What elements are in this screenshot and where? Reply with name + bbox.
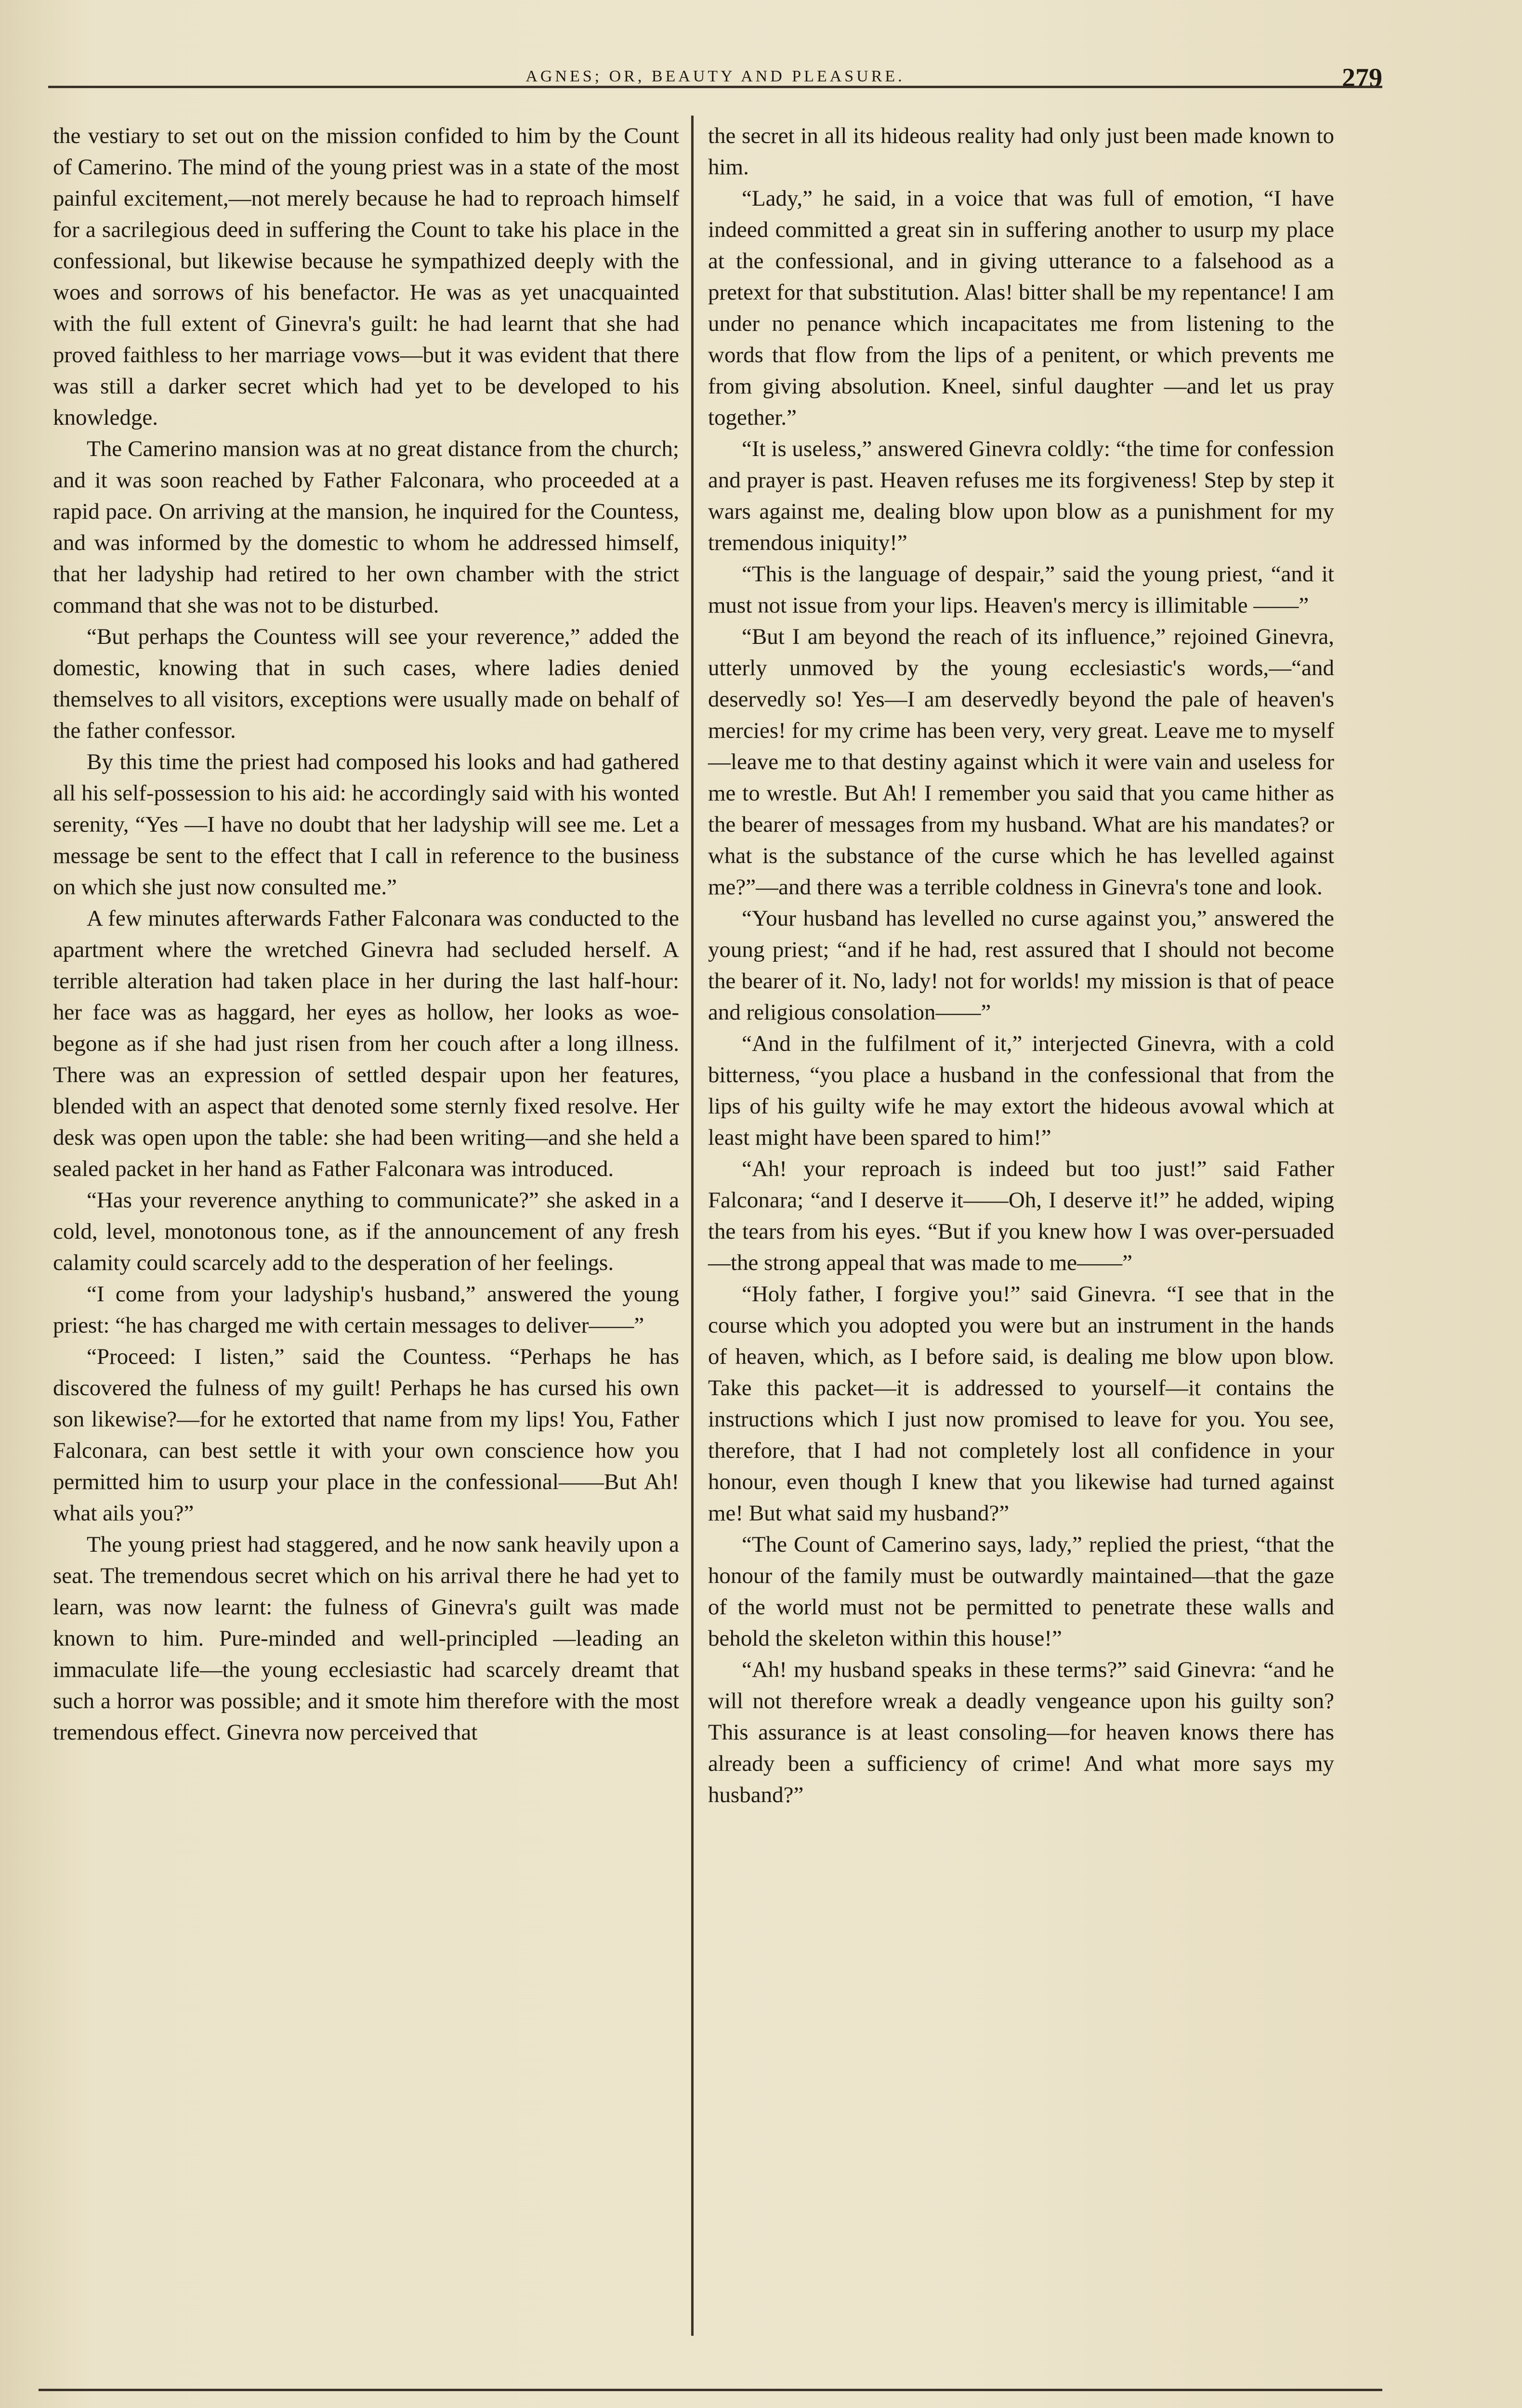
running-title: AGNES; OR, BEAUTY AND PLEASURE. [525, 67, 905, 85]
paragraph: “This is the language of despair,” said the young priest, “and it must not issue from your lips. Heaven's mercy is illimitable ——” [708, 562, 1334, 618]
paragraph: “The Count of Camerino says, lady,” replied the priest, “that the honour of the family must be outwardly maintained—that the gaze of the world must not be permitted to penetrate these walls and behold the skeleton within this house!” [708, 1532, 1334, 1651]
paragraph: “Ah! your reproach is indeed but too just!” said Father Falconara; “and I deserve it——Oh, I deserve it!” he added, wiping the tears from his eyes. “But if you knew how I was over-persuaded—the strong appeal that was made to me——” [708, 1156, 1334, 1275]
header-rule [48, 86, 1382, 88]
paragraph: “Proceed: I listen,” said the Countess. “Perhaps he has discovered the fulness of my guilt! Perhaps he has cursed his own son likewise?—for he extorted that name from my lips! You, Father Falconara, can best settle it with your own conscience how you permitted him to usurp your place in the confessional——But Ah! what ails you?” [53, 1344, 679, 1526]
paragraph: “But I am beyond the reach of its influence,” rejoined Ginevra, utterly unmoved by the young ecclesiastic's words,—“and deservedly so! Yes—I am deservedly beyond the pale of heaven's mercies! for my crime has been very, very great. Leave me to myself—leave me to that destiny against which it were vain and useless for me to wrestle. But Ah! I remember you said that you came hither as the bearer of messages from my husband. What are his mandates? or what is the substance of the curse which he has levelled against me?”—and there was a terrible coldness in Ginevra's tone and look. [708, 624, 1334, 900]
paragraph: “But perhaps the Countess will see your reverence,” added the domestic, knowing that in such cases, where ladies denied themselves to all visitors, exceptions were usually made on behalf of the father confessor. [53, 624, 679, 743]
paragraph: “Your husband has levelled no curse against you,” answered the young priest; “and if he had, rest assured that I should not become the bearer of it. No, lady! not for worlds! my mission is that of peace and religious consolation——” [708, 906, 1334, 1025]
paragraph: “And in the fulfilment of it,” interjected Ginevra, with a cold bitterness, “you place a husband in the confessional that from the lips of his guilty wife he may extort the hideous avowal which at least might have been spared to him!” [708, 1031, 1334, 1150]
paragraph: the secret in all its hideous reality had only just been made known to him. [708, 123, 1334, 180]
column-divider [691, 116, 694, 2336]
paragraph: “Has your reverence anything to communicate?” she asked in a cold, level, monotonous tone, as if the announcement of any fresh calamity could scarcely add to the desperation of her feelings. [53, 1188, 679, 1275]
paragraph: “Holy father, I forgive you!” said Ginevra. “I see that in the course which you adopted you were but an instrument in the hands of heaven, which, as I before said, is dealing me blow upon blow. Take this packet—it is addressed to yourself—it contains the instructions which I just now promised to leave for you. You see, therefore, that I had not completely lost all confidence in your honour, even though I knew that you likewise had turned against me! But what said my husband?” [708, 1282, 1334, 1526]
paragraph: “Lady,” he said, in a voice that was full of emotion, “I have indeed committed a great sin in suffering another to usurp my place at the confessional, and in giving utterance to a falsehood as a pretext for that substitution. Alas! bitter shall be my repentance! I am under no penance which incapacitates me from listening to the words that flow from the lips of a penitent, or which prevents me from giving absolution. Kneel, sinful daughter —and let us pray together.” [708, 186, 1334, 430]
right-column [708, 120, 1334, 1811]
paragraph: A few minutes afterwards Father Falconara was conducted to the apartment where the wretched Ginevra had secluded herself. A terrible alteration had taken place in her during the last half-hour: her face was as haggard, her eyes as hollow, her looks as woe-begone as if she had just risen from her couch after a long illness. There was an expression of settled despair upon her features, blended with an aspect that denoted some sternly fixed resolve. Her desk was open upon the table: she had been writing—and she held a sealed packet in her hand as Father Falconara was introduced. [53, 906, 679, 1181]
paragraph: By this time the priest had composed his looks and had gathered all his self-possession to his aid: he accordingly said with his wonted serenity, “Yes —I have no doubt that her ladyship will see me. Let a message be sent to the effect that I call in reference to the business on which she just now consulted me.” [53, 749, 679, 900]
paragraph: “I come from your ladyship's husband,” answered the young priest: “he has charged me with certain messages to deliver——” [53, 1282, 679, 1338]
paragraph: “It is useless,” answered Ginevra coldly: “the time for confession and prayer is past. Heaven refuses me its forgiveness! Step by step it wars against me, dealing blow upon blow as a punishment for my tremendous iniquity!” [708, 436, 1334, 555]
page-number: 279 [1342, 63, 1382, 93]
left-column [53, 120, 679, 1748]
paragraph: “Ah! my husband speaks in these terms?” said Ginevra: “and he will not therefore wreak a deadly vengeance upon his guilty son? This assurance is at least consoling—for heaven knows there has already been a sufficiency of crime! And what more says my husband?” [708, 1657, 1334, 1807]
paragraph: The Camerino mansion was at no great distance from the church; and it was soon reached by Father Falconara, who proceeded at a rapid pace. On arriving at the mansion, he inquired for the Countess, and was informed by the domestic to whom he addressed himself, that her ladyship had retired to her own chamber with the strict command that she was not to be disturbed. [53, 436, 679, 618]
footer-rule [39, 2389, 1382, 2391]
paragraph: The young priest had staggered, and he now sank heavily upon a seat. The tremendous secret which on his arrival there he had yet to learn, was now learnt: the fulness of Ginevra's guilt was made known to him. Pure-minded and well-principled —leading an immaculate life—the young ecclesiastic had scarcely dreamt that such a horror was possible; and it smote him therefore with the most tremendous effect. Ginevra now perceived that [53, 1532, 679, 1745]
paragraph: the vestiary to set out on the mission confided to him by the Count of Camerino. The mind of the young priest was in a state of the most painful excitement,—not merely because he had to reproach himself for a sacrilegious deed in suffering the Count to take his place in the confessional, but likewise because he sympathized deeply with the woes and sorrows of his benefactor. He was as yet unacquainted with the full extent of Ginevra's guilt: he had learnt that she had proved faithless to her marriage vows—but it was evident that there was still a darker secret which had yet to be developed to his knowledge. [53, 123, 679, 430]
